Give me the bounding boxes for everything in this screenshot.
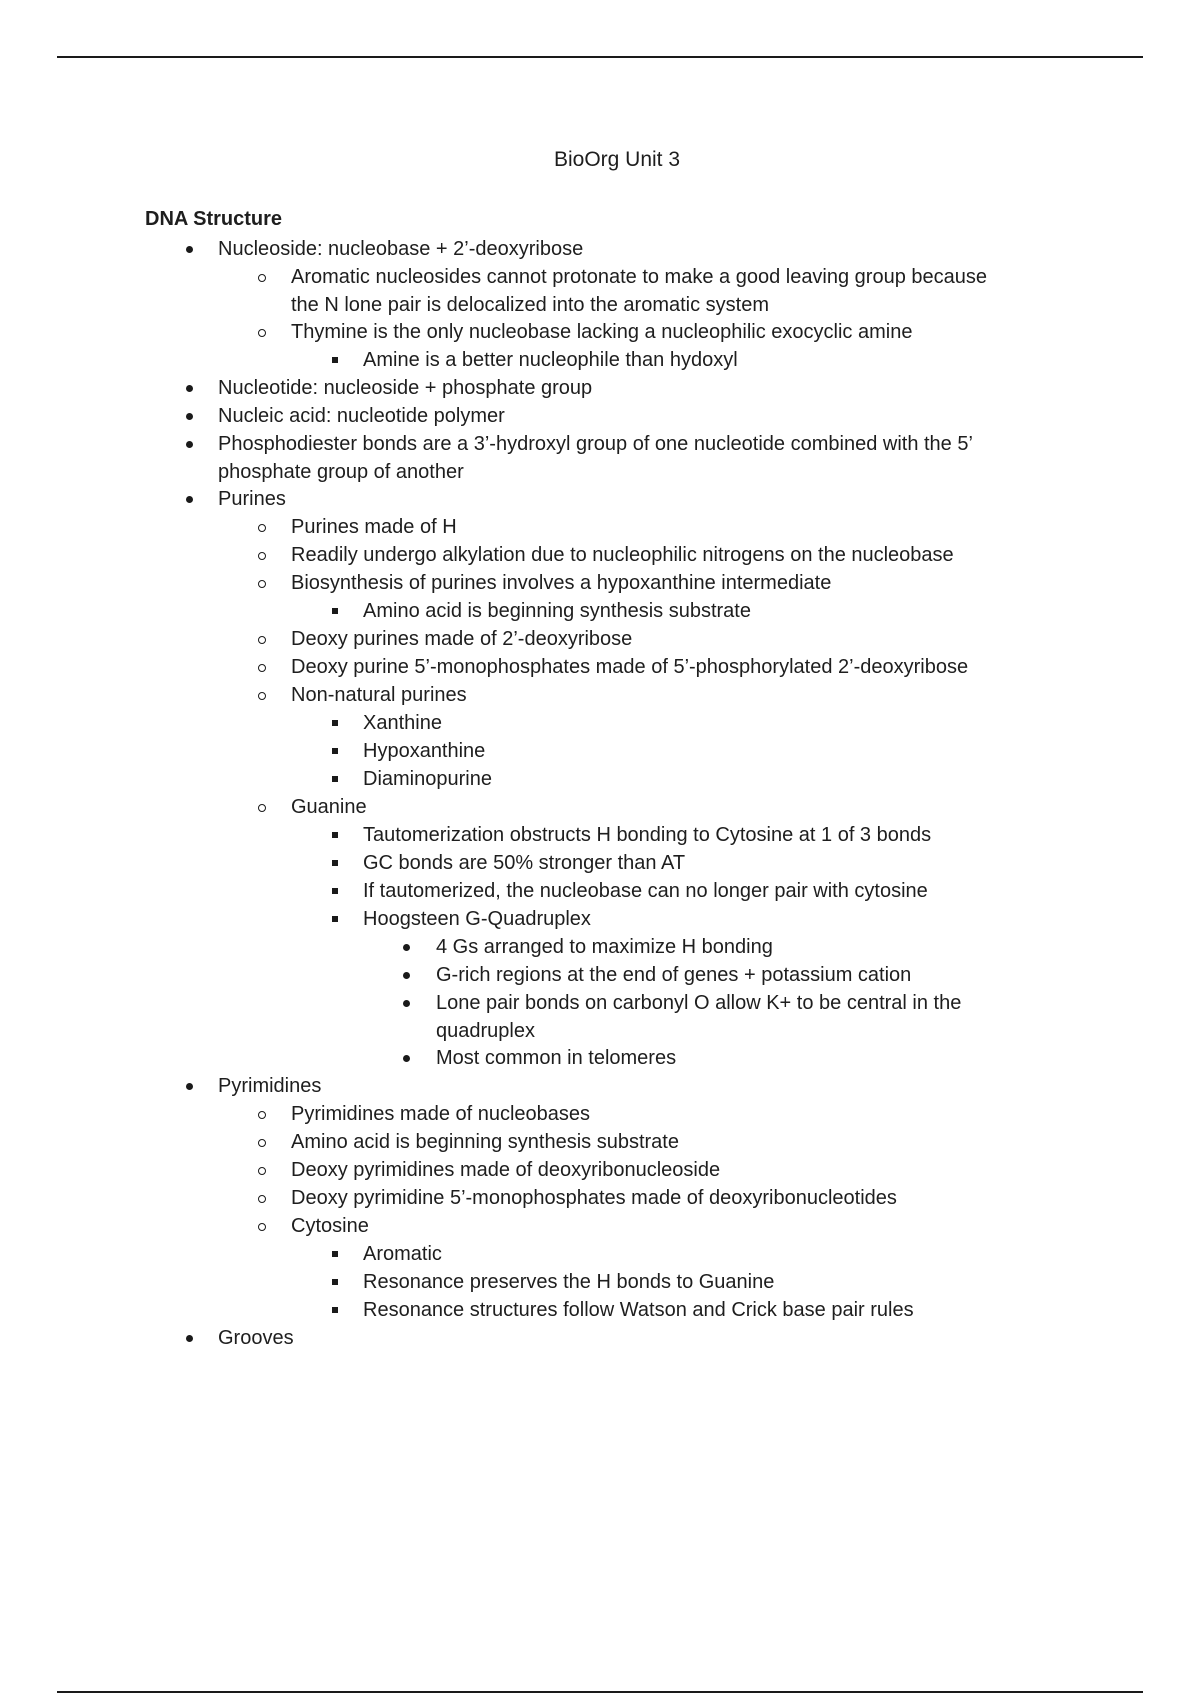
list-item-text: Pyrimidines: [218, 1075, 322, 1097]
list-item-text: Grooves: [218, 1327, 294, 1349]
list-item-text: the N lone pair is delocalized into the aromatic system: [291, 294, 770, 316]
list-item: [0, 933, 1200, 961]
list-item: [0, 737, 1200, 765]
list-item: [0, 541, 1200, 569]
list-item: [0, 346, 1200, 374]
list-item: [0, 709, 1200, 737]
list-item-continuation: [0, 1017, 1200, 1044]
list-item-text: G-rich regions at the end of genes + potassium cation: [436, 964, 912, 986]
list-item-text: Cytosine: [291, 1215, 369, 1237]
list-item-text: Pyrimidines made of nucleobases: [291, 1103, 591, 1125]
list-item-text: Thymine is the only nucleobase lacking a nucleophilic exocyclic amine: [291, 321, 913, 343]
list-item: [0, 793, 1200, 821]
list-item: [0, 1044, 1200, 1072]
list-item: [0, 1268, 1200, 1296]
list-item-text: If tautomerized, the nucleobase can no longer pair with cytosine: [363, 880, 928, 902]
list-item-text: phosphate group of another: [218, 461, 464, 483]
notes-outline: [0, 235, 1200, 1352]
list-item: [0, 765, 1200, 793]
list-item: [0, 1296, 1200, 1324]
list-item: [0, 1324, 1200, 1352]
list-item-text: Amino acid is beginning synthesis substrate: [363, 600, 751, 622]
list-item-text: Tautomerization obstructs H bonding to Cytosine at 1 of 3 bonds: [363, 824, 932, 846]
list-item: [0, 263, 1200, 291]
list-item-text: Aromatic nucleosides cannot protonate to make a good leaving group because: [291, 266, 988, 288]
list-item-text: Non-natural purines: [291, 684, 467, 706]
list-item: [0, 318, 1200, 346]
list-item-text: Nucleoside: nucleobase + 2’-deoxyribose: [218, 238, 584, 260]
list-item-text: Deoxy pyrimidines made of deoxyribonucleoside: [291, 1159, 721, 1181]
list-item-text: Purines: [218, 488, 286, 510]
list-item: [0, 625, 1200, 653]
list-item-text: Xanthine: [363, 712, 442, 734]
list-item-text: Deoxy pyrimidine 5’-monophosphates made of deoxyribonucleotides: [291, 1187, 897, 1209]
list-item-text: Phosphodiester bonds are a 3’-hydroxyl group of one nucleotide combined with the 5’: [218, 433, 973, 455]
list-item: [0, 1156, 1200, 1184]
list-item: [0, 877, 1200, 905]
list-item: [0, 513, 1200, 541]
list-item: [0, 1184, 1200, 1212]
header-rule: [57, 56, 1143, 58]
list-item: [0, 961, 1200, 989]
list-item: [0, 569, 1200, 597]
list-item: [0, 821, 1200, 849]
list-item-text: Diaminopurine: [363, 768, 492, 790]
list-item: [0, 1128, 1200, 1156]
list-item-text: Amino acid is beginning synthesis substrate: [291, 1131, 679, 1153]
list-item: [0, 849, 1200, 877]
list-item-text: GC bonds are 50% stronger than AT: [363, 852, 686, 874]
footer-rule: [57, 1691, 1143, 1693]
list-item-text: 4 Gs arranged to maximize H bonding: [436, 936, 773, 958]
list-item-text: quadruplex: [436, 1020, 535, 1042]
list-item-text: Nucleic acid: nucleotide polymer: [218, 405, 505, 427]
list-item-text: Guanine: [291, 796, 367, 818]
list-item: [0, 989, 1200, 1017]
list-item: [0, 430, 1200, 458]
list-item-text: Biosynthesis of purines involves a hypoxanthine intermediate: [291, 572, 832, 594]
list-item: [0, 402, 1200, 430]
list-item-text: Deoxy purines made of 2’-deoxyribose: [291, 628, 633, 650]
list-item-text: Hoogsteen G-Quadruplex: [363, 908, 591, 930]
list-item: [0, 485, 1200, 513]
list-item: [0, 1072, 1200, 1100]
list-item: [0, 653, 1200, 681]
list-item: [0, 374, 1200, 402]
list-item: [0, 1212, 1200, 1240]
list-item-text: Nucleotide: nucleoside + phosphate group: [218, 377, 593, 399]
list-item: [0, 1100, 1200, 1128]
list-item-text: Resonance preserves the H bonds to Guanine: [363, 1271, 775, 1293]
list-item-text: Amine is a better nucleophile than hydoxyl: [363, 349, 738, 371]
list-item-text: Readily undergo alkylation due to nucleophilic nitrogens on the nucleobase: [291, 544, 954, 566]
list-item-continuation: [0, 458, 1200, 485]
list-item: [0, 1240, 1200, 1268]
list-item-text: Purines made of H: [291, 516, 457, 538]
list-item-text: Most common in telomeres: [436, 1047, 677, 1069]
page-title: BioOrg Unit 3: [553, 148, 681, 171]
list-item: [0, 905, 1200, 933]
list-item-text: Deoxy purine 5’-monophosphates made of 5’-phosphorylated 2’-deoxyribose: [291, 656, 969, 678]
list-item-text: Hypoxanthine: [363, 740, 486, 762]
section-heading: DNA Structure: [145, 208, 283, 230]
list-item: [0, 597, 1200, 625]
list-item-continuation: [0, 291, 1200, 318]
list-item-text: Resonance structures follow Watson and Crick base pair rules: [363, 1299, 914, 1321]
list-item: [0, 681, 1200, 709]
list-item: [0, 235, 1200, 263]
list-item-text: Aromatic: [363, 1243, 442, 1265]
list-item-text: Lone pair bonds on carbonyl O allow K+ to be central in the: [436, 992, 962, 1014]
